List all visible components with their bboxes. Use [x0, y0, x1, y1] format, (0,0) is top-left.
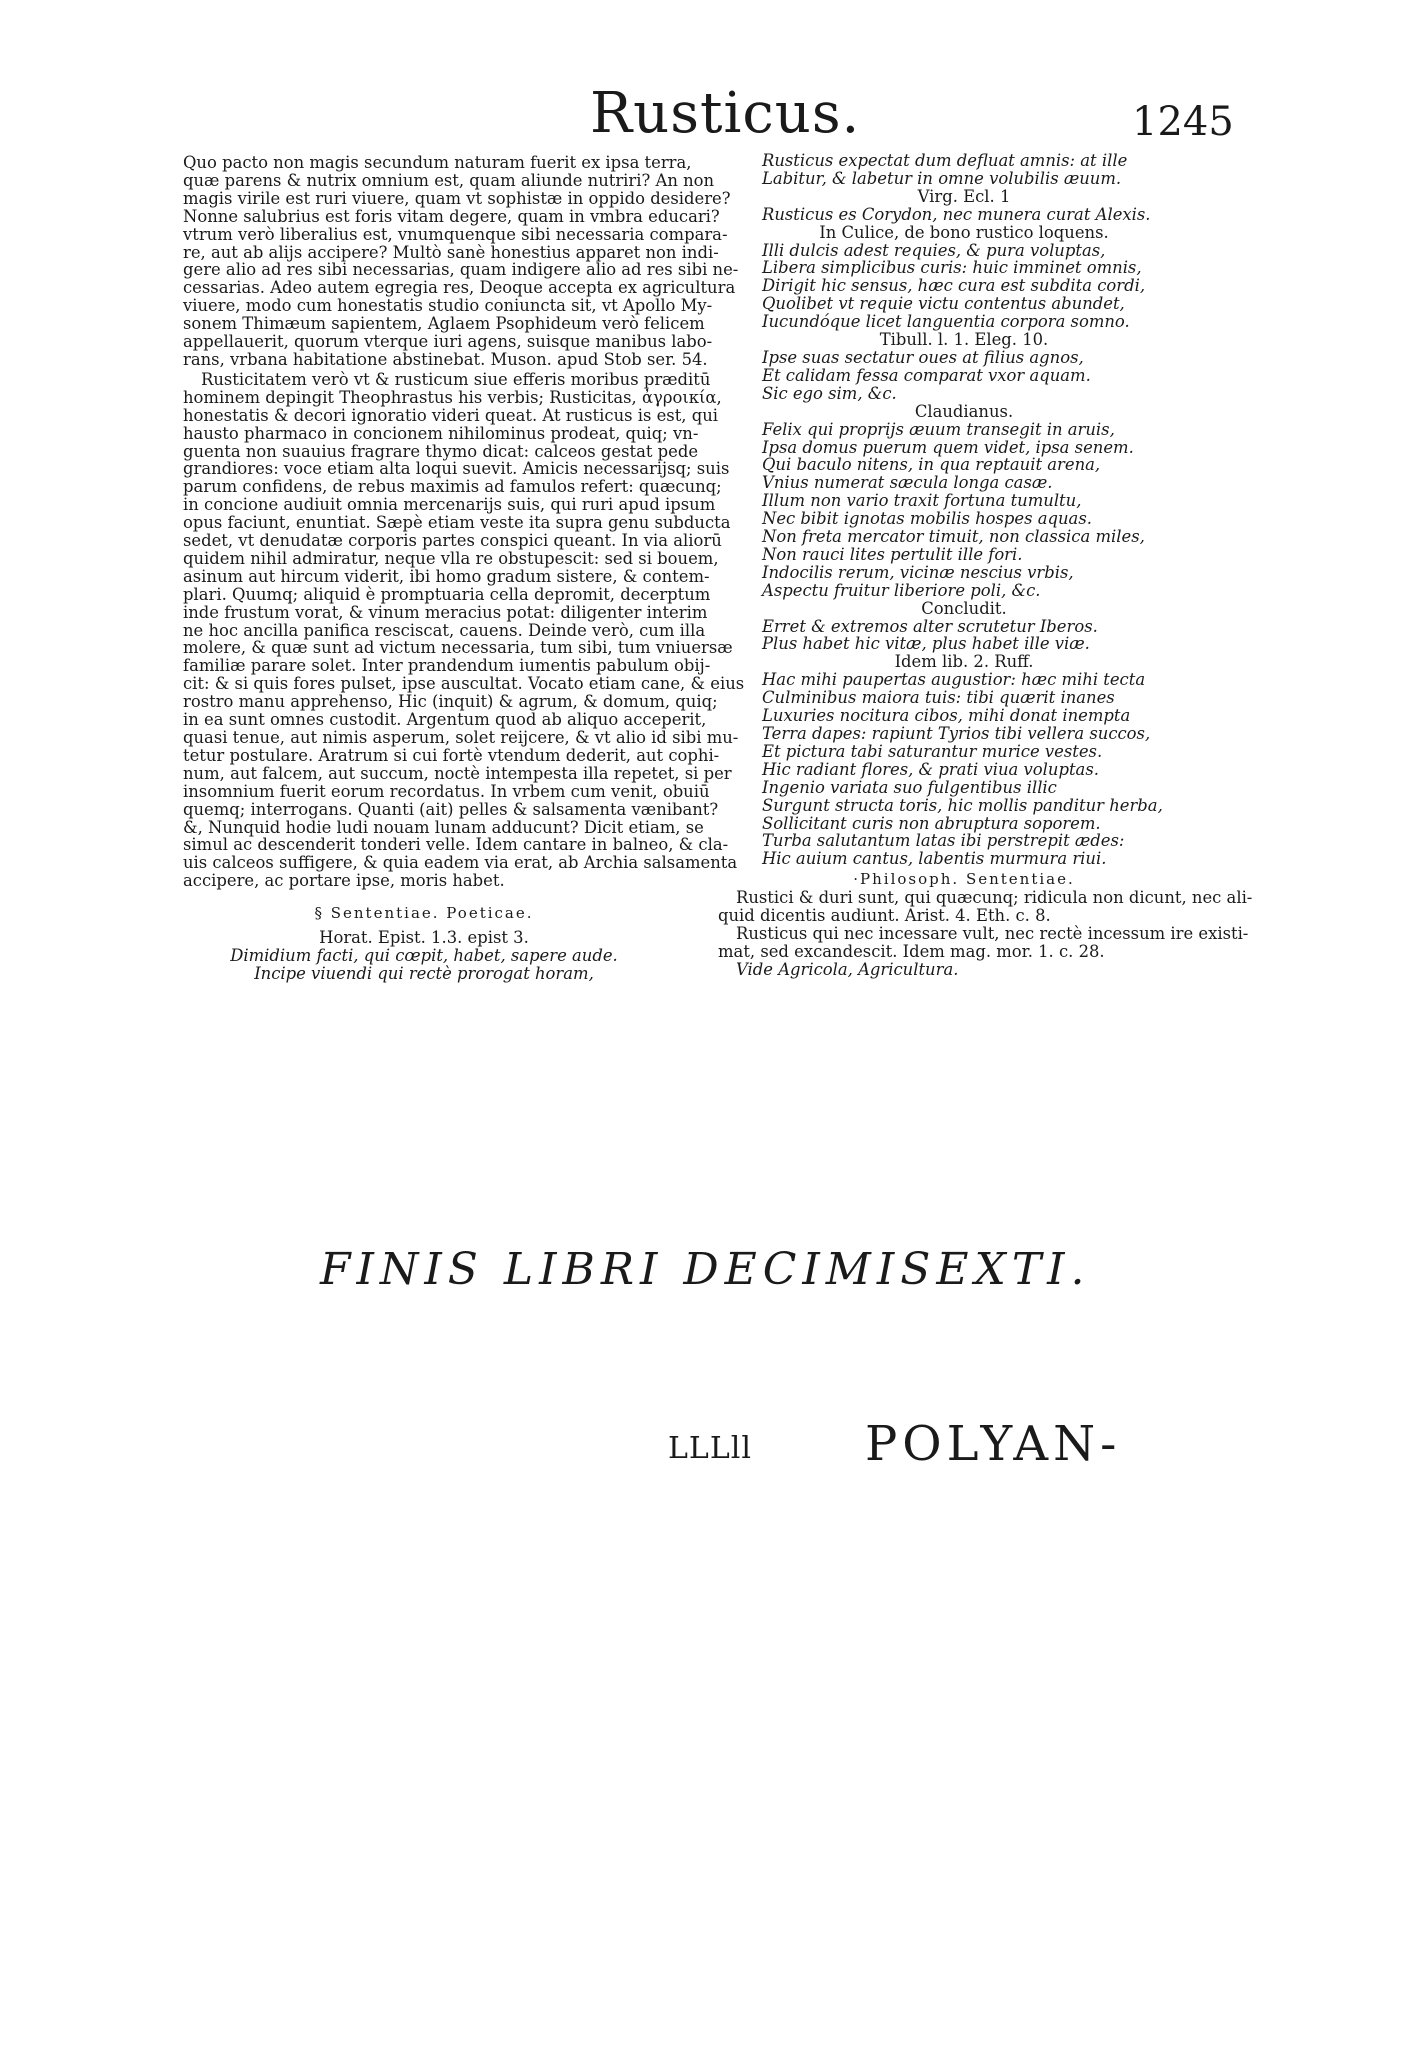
verse-line: Rusticus es Corydon, nec munera curat Alexis. — [762, 204, 1151, 224]
section-heading-philosoph: ·Philosoph. Sententiae. — [853, 870, 1075, 889]
text-line: mat, sed excandescit. Idem mag. mor. 1. c. 28. — [718, 941, 1105, 961]
verse-line: Sollicitant curis non abruptura soporem. — [762, 813, 1101, 833]
signature-mark: LLLll — [668, 1431, 752, 1466]
verse-heading: In Culice, de bono rustico loquens. — [819, 222, 1109, 242]
text-line: ne hoc ancilla panifica resciscat, cauens. Deinde verò, cum illa — [183, 620, 706, 640]
text-line: accipere, ac portare ipse, moris habet. — [183, 871, 505, 891]
text-line: appellauerit, quorum vterque iuri agens, suisque manibus labo- — [183, 332, 713, 352]
finis-libri-heading: FINIS LIBRI DECIMISEXTI. — [320, 1244, 1091, 1295]
catchword: POLYAN- — [865, 1416, 1122, 1472]
text-line: quasi tenue, aut nimis asperum, solet reijcere, & vt alio id sibi mu- — [183, 728, 739, 747]
text-line: molere, & quæ sunt ad victum necessaria, tum sibi, tum vniuersæ — [183, 638, 733, 658]
text-line: sonem Thimæum sapientem, Aglaem Psophideum verò felicem — [183, 314, 705, 334]
text-line: rans, vrbana habitatione abstinebat. Muson. apud Stob ser. 54. — [183, 349, 708, 369]
verse-line: Terra dapes: rapiunt Tyrios tibi vellera succos, — [762, 724, 1151, 743]
text-line: familiæ parare solet. Inter prandendum iumentis pabulum obij- — [183, 656, 711, 676]
verse-line: Iucundóque licet languentia corpora somno. — [762, 312, 1130, 332]
text-line: asinum aut hircum viderit, ibi homo gradum sistere, & contem- — [183, 566, 710, 586]
poetic-source: Horat. Epist. 1.3. epist 3. — [319, 928, 529, 948]
text-line: parum confidens, de rebus maximis ad famulos refert: quæcunq; — [183, 477, 722, 497]
verse-line: Luxuries nocitura cibos, mihi donat inempta — [762, 706, 1131, 726]
verse-line: Libera simplicibus curis: huic imminet omnis, — [762, 258, 1142, 278]
text-line: quidem nihil admiratur, neque vlla re obstupescit: sed si bouem, — [183, 548, 719, 568]
verse-line: Ipsa domus puerum quem videt, ipsa senem. — [762, 437, 1134, 457]
text-line: honestatis & decori ignoratio videri queat. At rusticus is est, qui — [183, 405, 719, 425]
text-line: Rustici & duri sunt, qui quæcunq; ridicula non dicunt, nec ali- — [736, 888, 1253, 908]
verse-source: Virg. Ecl. 1 — [917, 186, 1011, 206]
text-line: plari. Quumq; aliquid è promptuaria cella depromit, decerptum — [183, 584, 711, 604]
verse-line: Non rauci lites pertulit ille fori. — [762, 544, 1023, 564]
verse-line: Felix qui proprijs æuum transegit in aruis, — [762, 419, 1115, 439]
verse-line: Illum non vario traxit fortuna tumultu, — [762, 491, 1082, 511]
see-also-reference: Vide Agricola, Agricultura. — [736, 959, 959, 979]
verse-line: Et pictura tabi saturantur murice vestes. — [762, 741, 1103, 761]
text-line: Quo pacto non magis secundum naturam fuerit ex ipsa terra, — [183, 153, 692, 172]
verse-line: Illi dulcis adest requies, & pura voluptas, — [762, 240, 1106, 260]
verse-line: Dimidium facti, qui cœpit, habet, sapere aude. — [230, 946, 618, 966]
text-line: opus faciunt, enuntiat. Sæpè etiam veste ita supra genu subducta — [183, 513, 731, 533]
verse-line: Aspectu fruitur liberiore poli, &c. — [762, 580, 1041, 600]
text-line: viuere, modo cum honestatis studio coniuncta sit, vt Apollo My- — [183, 296, 713, 316]
text-line: num, aut falcem, aut succum, noctè intempesta illa repetet, si per — [183, 763, 732, 783]
verse-source: Claudianus. — [914, 401, 1014, 421]
text-line: quid dicentis audiunt. Arist. 4. Eth. c. 8. — [718, 906, 1051, 926]
text-line: grandiores: voce etiam alta loqui suevit. Amicis necessarijsq; suis — [183, 459, 730, 479]
verse-line: Non freta mercator timuit, non classica miles, — [762, 527, 1145, 547]
text-line: Rusticus qui nec incessare vult, nec rectè incessum ire existi- — [736, 924, 1249, 944]
text-line: simul ac descenderit tonderi velle. Idem cantare in balneo, & cla- — [183, 835, 729, 855]
verse-line: Ipse suas sectatur oues at filius agnos, — [762, 347, 1084, 367]
verse-line: Indocilis rerum, vicinæ nescius vrbis, — [762, 562, 1074, 582]
text-line: cit: & si quis fores pulset, ipse auscultat. Vocato etiam cane, & eius — [183, 674, 745, 694]
text-line: hausto pharmaco in concionem nihilominus prodeat, quiq; vn- — [183, 423, 699, 443]
text-line: in concione audiuit omnia mercenarijs suis, qui ruri apud ipsum — [183, 495, 716, 515]
text-line: in ea sunt omnes custodit. Argentum quod ab aliquo acceperit, — [183, 710, 707, 730]
left-column — [183, 152, 745, 983]
verse-line: Hic auium cantus, labentis murmura riui. — [762, 849, 1107, 869]
text-line: inde frustum vorat, & vinum meracius potat: diligenter interim — [183, 602, 708, 622]
text-line: Nonne salubrius est foris vitam degere, quam in vmbra educari? — [183, 206, 720, 226]
text-line: uis calceos suffigere, & quia eadem via erat, ab Archia salsamenta — [183, 853, 738, 873]
text-line: hominem depingit Theophrastus his verbis; Rusticitas, ἀγροικία, — [183, 387, 722, 407]
text-line: &, Nunquid hodie ludi nouam lunam adducunt? Dicit etiam, se — [183, 817, 704, 837]
verse-line: Sic ego sim, &c. — [762, 383, 897, 403]
verse-line: Quolibet vt requie victu contentus abundet, — [762, 294, 1125, 314]
text-line: sedet, vt denudatæ corporis partes conspici queant. In via aliorū — [183, 531, 722, 551]
verse-line: Rusticus expectat dum defluat amnis: at ille — [762, 151, 1128, 170]
verse-line: Plus habet hic vitæ, plus habet ille viæ. — [762, 634, 1090, 654]
verse-line: Surgunt structa toris, hic mollis panditur herba, — [762, 795, 1163, 815]
verse-line: Hac mihi paupertas augustior: hæc mihi tecta — [762, 670, 1146, 690]
verse-line: Dirigit hic sensus, hæc cura est subdita cordi, — [762, 276, 1146, 296]
verse-line: Labitur, & labetur in omne volubilis æuum. — [762, 168, 1122, 188]
verse-source: Concludit. — [921, 598, 1007, 618]
verse-line: Culminibus maiora tuis: tibi quærit inanes — [762, 688, 1115, 708]
verse-line: Incipe viuendi qui rectè prorogat horam, — [254, 963, 594, 983]
text-line: rostro manu apprehenso, Hic (inquit) & agrum, & domum, quiq; — [183, 692, 718, 712]
right-column — [718, 151, 1253, 979]
verse-line: Nec bibit ignotas mobilis hospes aquas. — [762, 509, 1092, 529]
text-line: Rusticitatem verò vt & rusticum siue efferis moribus præditū — [201, 369, 711, 389]
page-number: 1245 — [1132, 99, 1234, 145]
text-line: quæ parens & nutrix omnium est, quam aliunde nutriri? An non — [183, 170, 715, 190]
text-line: re, aut ab alijs accipere? Multò sanè honestius apparet non indi- — [183, 242, 719, 262]
verse-source: Idem lib. 2. Ruff. — [894, 652, 1034, 672]
text-line: magis virile est ruri viuere, quam vt sophistæ in oppido desidere? — [183, 188, 731, 208]
paragraph-theophrastus — [183, 369, 745, 891]
verse-line: Ingenio variata suo fulgentibus illic — [762, 777, 1057, 797]
text-line: tetur postulare. Aratrum si cui fortè vtendum dederit, aut cophi- — [183, 745, 720, 765]
verse-line: Erret & extremos alter scrutetur Iberos. — [762, 616, 1098, 636]
text-line: insomnium fuerit eorum recordatus. In vrbem cum venit, obuiū — [183, 781, 710, 801]
text-line: quemq; interrogans. Quanti (ait) pelles & salsamenta vænibant? — [183, 799, 719, 819]
verse-line: Vnius numerat sæcula longa casæ. — [762, 473, 1053, 493]
running-head-title: Rusticus. — [590, 81, 861, 146]
paragraph-musonius — [183, 153, 739, 369]
text-line: vtrum verò liberalius est, vnumquenque sibi necessaria compara- — [183, 224, 728, 244]
verse-line: Qui baculo nitens, in qua reptauit arena, — [762, 455, 1101, 475]
verse-line: Et calidam fessa comparat vxor aquam. — [762, 365, 1091, 385]
text-line: gere alio ad res sibi necessarias, quam indigere alio ad res sibi ne- — [183, 260, 739, 280]
section-heading-poeticae: § Sententiae. Poeticae. — [314, 904, 534, 923]
verse-source: Tibull. l. 1. Eleg. 10. — [879, 330, 1049, 350]
verse-line: Hic radiant flores, & prati viua voluptas. — [762, 759, 1099, 779]
verse-line: Turba salutantum latas ibi perstrepit ædes: — [762, 831, 1125, 851]
text-line: cessarias. Adeo autem egregia res, Deoque accepta ex agricultura — [183, 278, 736, 298]
text-line: guenta non suauius fragrare thymo dicat: calceos gestat pede — [183, 441, 699, 461]
